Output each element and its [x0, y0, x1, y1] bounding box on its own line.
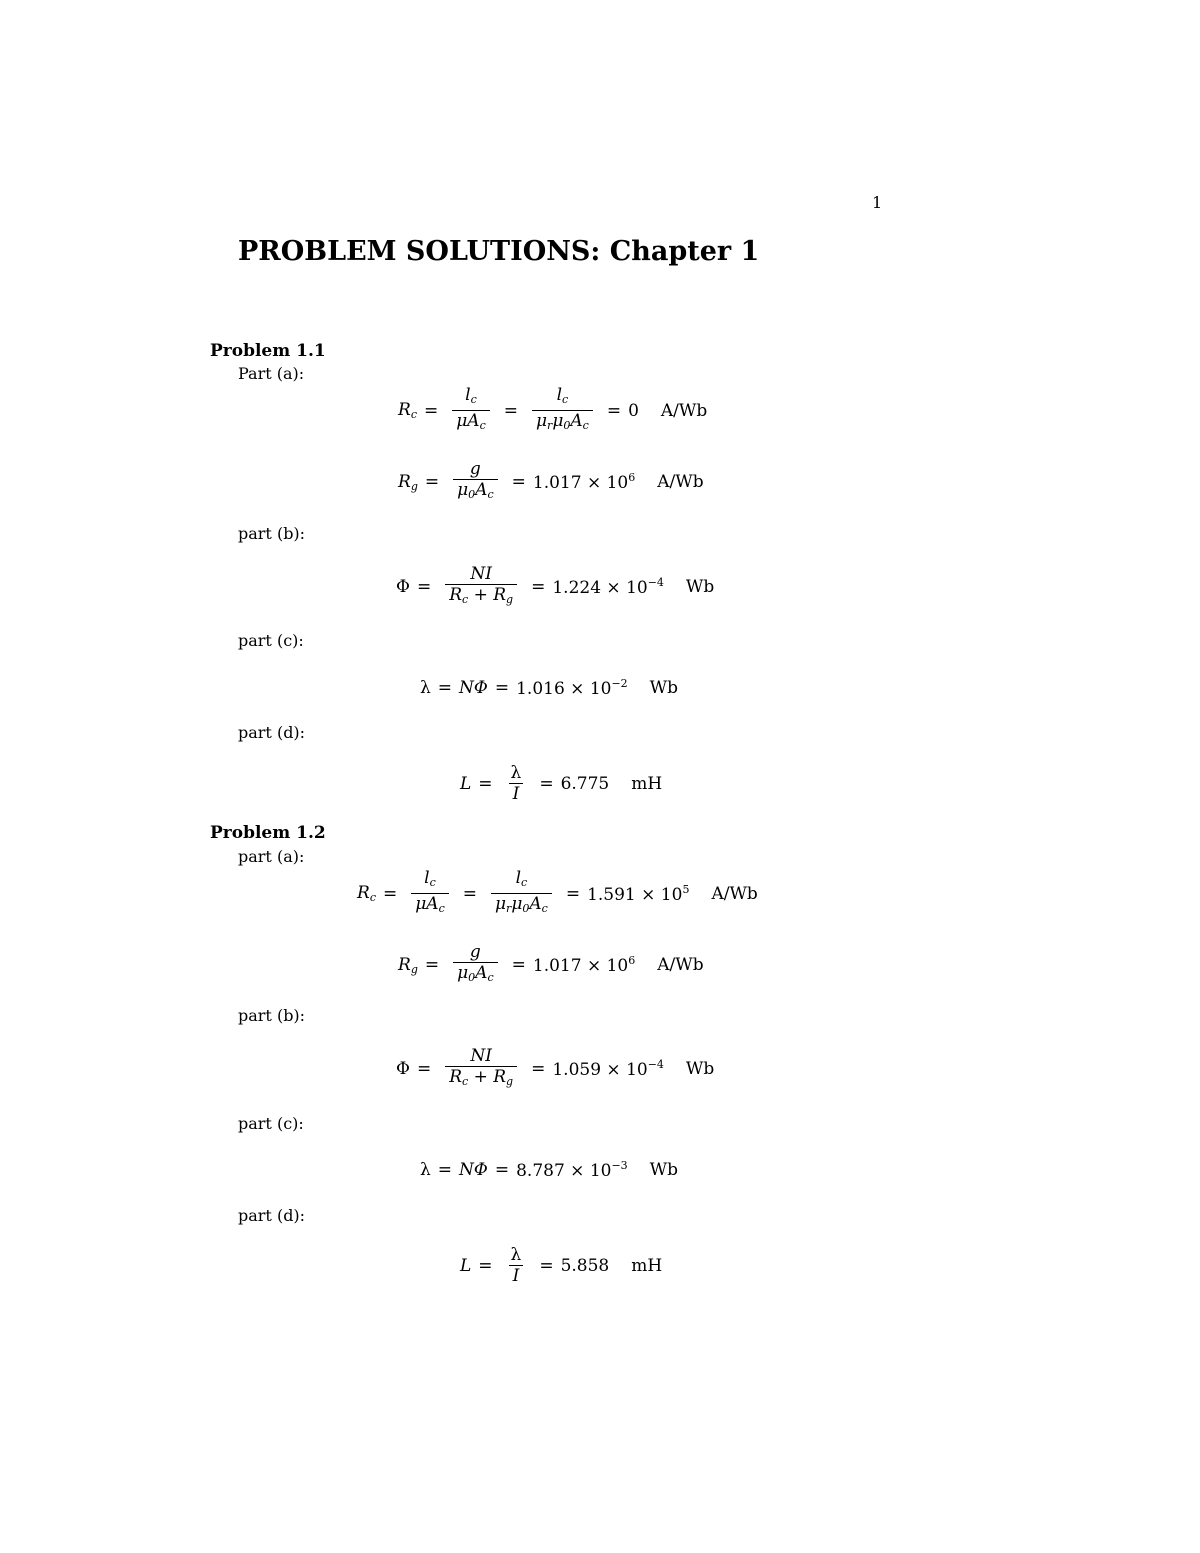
part-label: part (a):	[238, 847, 305, 866]
eq-lhs: $R_c$	[398, 400, 417, 421]
eq-result: 0	[628, 400, 639, 421]
flux-equation	[396, 564, 714, 610]
eq-result: $8.787 \times 10^{-3}$	[516, 1159, 628, 1181]
eq-result: $1.224 \times 10^{-4}$	[552, 576, 664, 598]
eq-lhs: $R_g$	[398, 954, 418, 976]
problem-heading: Problem 1.2	[210, 823, 326, 843]
eq-lhs: λ	[420, 1160, 431, 1180]
equals-sign: =	[462, 883, 477, 904]
reluctance-gap-equation	[398, 459, 704, 505]
eq-result: $1.017 \times 10^6$	[532, 954, 636, 976]
part-label: part (b):	[238, 1006, 306, 1025]
eq-middle: NΦ	[459, 678, 488, 698]
eq-unit: Wb	[685, 577, 715, 597]
eq-unit: mH	[631, 774, 663, 794]
eq-unit: A/Wb	[657, 472, 704, 492]
part-label: part (c):	[238, 631, 304, 650]
part-label: part (c):	[238, 1114, 304, 1133]
eq-result: $1.591 \times 10^5$	[587, 882, 690, 905]
fraction: $\frac{l_c}{\mu_r\mu_0A_c}$	[491, 868, 552, 919]
part-label: Part (a):	[238, 364, 305, 383]
eq-result: 5.858	[560, 1256, 610, 1276]
eq-result: $1.017 \times 10^6$	[532, 471, 636, 493]
equals-sign: =	[511, 955, 526, 975]
page-title: PROBLEM SOLUTIONS: Chapter 1	[238, 236, 760, 267]
part-label: part (d):	[238, 1206, 306, 1225]
equals-sign: =	[494, 1160, 510, 1180]
fraction: $\frac{g}{\mu_0A_c}$	[453, 942, 498, 988]
fraction: $\frac{NI}{R_c + R_g}$	[445, 1046, 517, 1092]
equals-sign: =	[437, 678, 453, 698]
fraction: $\frac{NI}{R_c + R_g}$	[445, 564, 517, 610]
equals-sign: =	[423, 400, 439, 421]
equals-sign: =	[494, 678, 510, 698]
eq-lhs: λ	[420, 678, 431, 698]
eq-unit: Wb	[649, 1160, 679, 1180]
equals-sign: =	[478, 1256, 493, 1276]
reluctance-gap-equation	[398, 942, 704, 988]
eq-lhs: Φ	[396, 577, 410, 597]
eq-unit: A/Wb	[711, 883, 758, 904]
fraction: $\frac{l_c}{\mu A_c}$	[452, 385, 490, 436]
equals-sign: =	[531, 577, 546, 597]
eq-unit: A/Wb	[657, 955, 704, 975]
problem-heading: Problem 1.1	[210, 341, 326, 361]
part-label: part (d):	[238, 723, 306, 742]
flux-linkage-equation	[420, 677, 678, 699]
equals-sign: =	[503, 400, 518, 421]
fraction: $\frac{l_c}{\mu A_c}$	[411, 868, 449, 919]
equals-sign: =	[539, 1256, 554, 1276]
equals-sign: =	[531, 1059, 546, 1079]
part-label: part (b):	[238, 524, 306, 543]
equals-sign: =	[382, 883, 398, 904]
eq-unit: mH	[631, 1256, 663, 1276]
equals-sign: =	[424, 472, 440, 492]
inductance-equation	[460, 1245, 662, 1287]
equals-sign: =	[416, 1059, 432, 1079]
reluctance-core-equation	[357, 868, 758, 919]
flux-equation	[396, 1046, 714, 1092]
eq-result: $1.059 \times 10^{-4}$	[552, 1058, 664, 1080]
equals-sign: =	[511, 472, 526, 492]
inductance-equation	[460, 763, 662, 805]
eq-middle: NΦ	[459, 1160, 488, 1180]
fraction: $\frac{g}{\mu_0A_c}$	[453, 459, 498, 505]
page-number: 1	[872, 193, 883, 212]
equals-sign: =	[416, 577, 432, 597]
equals-sign: =	[437, 1160, 453, 1180]
eq-lhs: $R_g$	[398, 471, 418, 493]
equals-sign: =	[424, 955, 440, 975]
eq-lhs: Φ	[396, 1059, 410, 1079]
fraction: $\frac{l_c}{\mu_r\mu_0A_c}$	[532, 385, 593, 436]
equals-sign: =	[539, 774, 554, 794]
equals-sign: =	[565, 883, 581, 904]
eq-result: 6.775	[560, 774, 610, 794]
eq-result: $1.016 \times 10^{-2}$	[516, 677, 628, 699]
flux-linkage-equation	[420, 1159, 678, 1181]
eq-lhs: L	[460, 774, 472, 794]
eq-unit: Wb	[649, 678, 679, 698]
eq-unit: A/Wb	[660, 400, 708, 421]
eq-lhs: $R_c$	[357, 883, 376, 904]
eq-lhs: L	[460, 1256, 472, 1276]
reluctance-core-equation	[398, 385, 707, 436]
fraction: $\frac{\lambda}{I}$	[510, 763, 522, 804]
fraction: $\frac{\lambda}{I}$	[510, 1245, 522, 1286]
equals-sign: =	[606, 400, 622, 421]
eq-unit: Wb	[685, 1059, 715, 1079]
equals-sign: =	[478, 774, 493, 794]
